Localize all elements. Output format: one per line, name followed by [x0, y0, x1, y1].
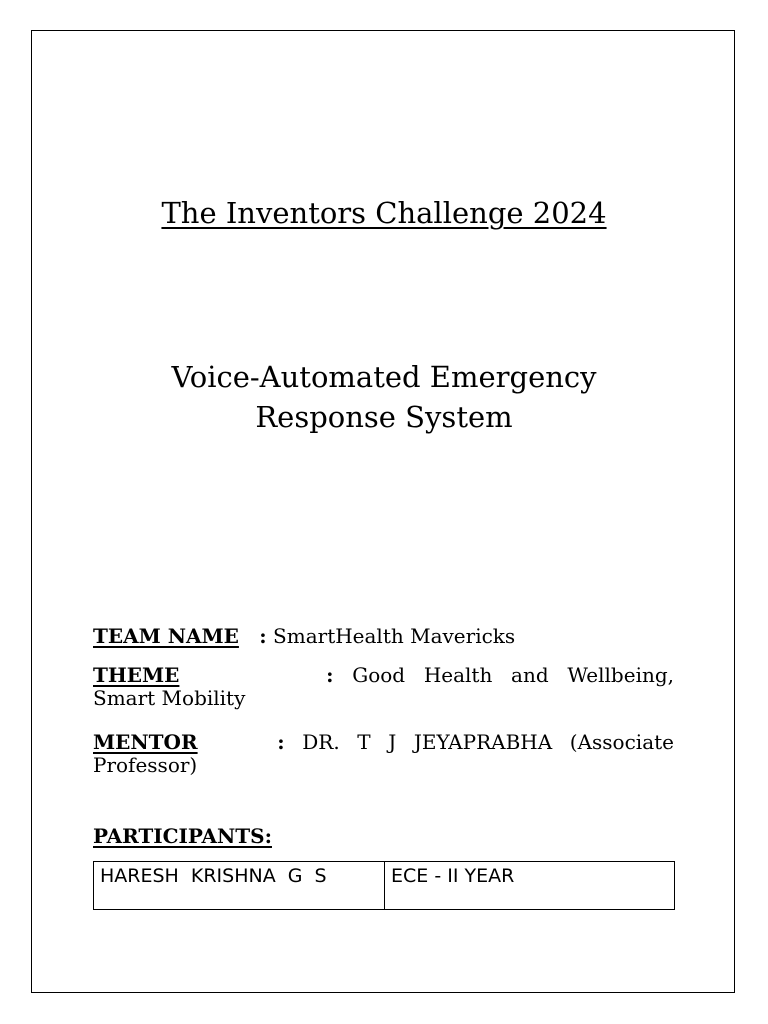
table-row [94, 862, 675, 910]
mentor-colon: : [277, 730, 285, 754]
theme-value: Good Health and Wellbeing, Smart Mobility [93, 663, 674, 710]
theme-colon: : [326, 663, 334, 687]
mentor-value: DR. T J JEYAPRABHA (Associate Professor) [93, 730, 674, 777]
mentor-field [93, 731, 674, 777]
participant-name: HARESH KRISHNA G S [94, 862, 385, 910]
team-name-colon: : [259, 624, 267, 648]
participants-table [93, 861, 675, 910]
project-title-line-1: Voice-Automated Emergency [171, 360, 597, 394]
mentor-label: MENTOR [93, 730, 198, 754]
theme-field [93, 664, 674, 710]
theme-label: THEME [93, 663, 180, 687]
participant-dept: ECE - II YEAR [385, 862, 675, 910]
page-border [31, 30, 735, 993]
team-name-label: TEAM NAME [93, 624, 239, 648]
document-title: The Inventors Challenge 2024 [161, 196, 607, 230]
team-name-value: SmartHealth Mavericks [273, 624, 516, 648]
project-title-line-2: Response System [255, 400, 513, 434]
project-title [0, 357, 768, 437]
team-name-field [93, 625, 674, 648]
participants-heading: PARTICIPANTS: [93, 824, 272, 848]
